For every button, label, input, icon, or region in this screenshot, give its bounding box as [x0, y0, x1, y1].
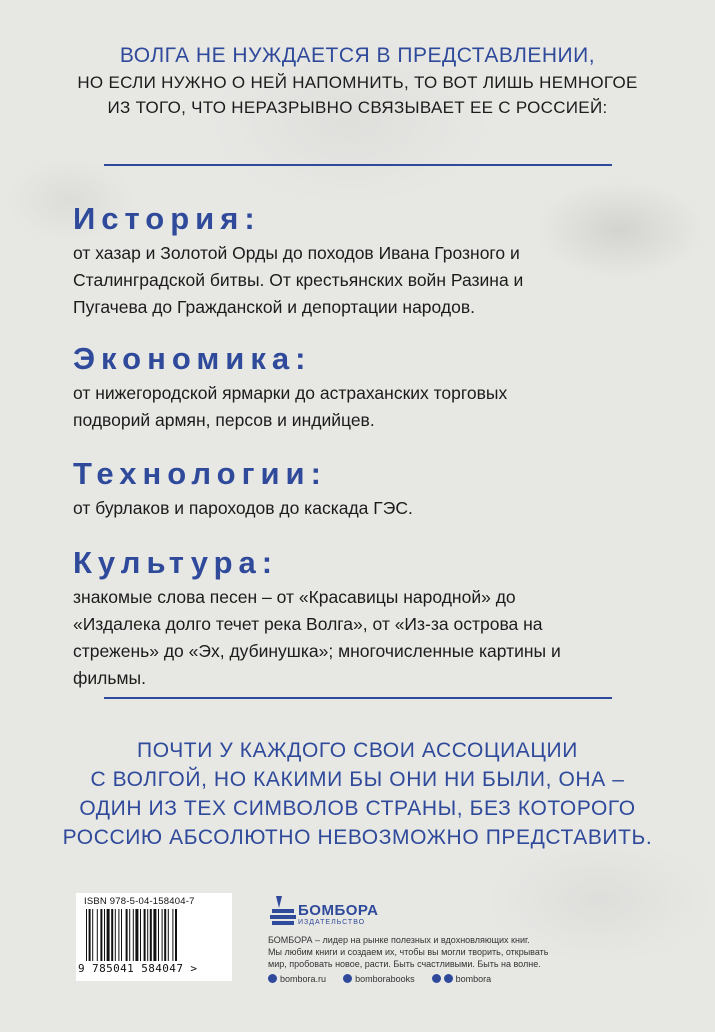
- section-heading: Экономика:: [73, 341, 312, 376]
- outro-line: РОССИЮ АБСОЛЮТНО НЕВОЗМОЖНО ПРЕДСТАВИТЬ.: [62, 826, 653, 849]
- barcode-bar: [86, 909, 87, 961]
- section-history: [73, 202, 663, 321]
- publisher-description: БОМБОРА – лидер на рынке полезных и вдохновляющих книг. Мы любим книги и создаем их, чтобы вы могли творить, открывать мир, пробовать новое, расти. Быть счастливыми. Быть на волне.: [268, 935, 549, 969]
- section-heading: Культура:: [73, 545, 279, 580]
- ok-icon: [432, 974, 441, 983]
- site-icon: [268, 974, 277, 983]
- section-text: знакомые слова песен – от «Красавицы народной» до «Издалека долго течет река Волга», от «Из-за острова на стрежень» до «Эх, дубинушка»; многочисленные картины и фильмы.: [73, 587, 561, 688]
- outro-block: [40, 736, 675, 852]
- section-text: от бурлаков и пароходов до каскада ГЭС.: [73, 498, 413, 518]
- publisher-socials: [268, 974, 491, 984]
- section-culture: [73, 546, 663, 692]
- barcode-bar: [89, 909, 91, 961]
- intro-block: [40, 42, 675, 120]
- section-technology: [73, 457, 663, 522]
- barcode-bar: [111, 909, 113, 961]
- barcode-bar: [144, 909, 146, 961]
- barcode-bar: [140, 909, 141, 961]
- social-telegram: bombora: [455, 974, 492, 984]
- barcode-bar: [126, 909, 128, 961]
- section-heading: Технологии:: [73, 456, 327, 491]
- barcode-bar: [172, 909, 173, 961]
- outro-line: ПОЧТИ У КАЖДОГО СВОИ АССОЦИАЦИИ: [137, 739, 578, 762]
- publisher-logo-subtitle: ИЗДАТЕЛЬСТВО: [298, 919, 366, 926]
- section-heading: История:: [73, 201, 261, 236]
- bombora-logo-icon: [268, 894, 298, 930]
- barcode-bar: [129, 909, 130, 961]
- telegram-icon: [444, 974, 453, 983]
- section-text: от нижегородской ярмарки до астраханских торговых подворий армян, персов и индийцев.: [73, 383, 508, 430]
- intro-headline: ВОЛГА НЕ НУЖДАЕТСЯ В ПРЕДСТАВЛЕНИИ,: [119, 44, 596, 67]
- barcode-bar: [168, 909, 169, 961]
- barcode-bar: [133, 909, 134, 961]
- social-site: bombora.ru: [280, 974, 327, 984]
- barcode-bar: [135, 909, 138, 961]
- barcode-bar: [164, 909, 166, 961]
- divider-top: [104, 164, 612, 166]
- barcode-bar: [115, 909, 116, 961]
- barcode-digits: 9 785041 584047 >: [78, 962, 198, 975]
- barcode-bar: [147, 909, 148, 961]
- social-vk: bomborabooks: [355, 974, 415, 984]
- barcode-bar: [153, 909, 156, 961]
- barcode-bars: [86, 909, 224, 961]
- barcode-bar: [158, 909, 159, 961]
- barcode-bar: [100, 909, 102, 961]
- section-text: от хазар и Золотой Орды до походов Ивана Грозного и Сталинградской битвы. От крестьянских войн Разина и Пугачева до Гражданской и депортации народов.: [73, 243, 524, 317]
- section-economy: [73, 342, 663, 434]
- barcode-bar: [175, 909, 177, 961]
- publisher-logo-name: БОМБОРА: [298, 902, 379, 919]
- barcode-bar: [107, 909, 110, 961]
- intro-line: НО ЕСЛИ НУЖНО О НЕЙ НАПОМНИТЬ, ТО ВОТ ЛИШЬ НЕМНОГОЕ: [77, 73, 638, 92]
- barcode-box: [76, 893, 232, 981]
- outro-line: С ВОЛГОЙ, НО КАКИМИ БЫ ОНИ НИ БЫЛИ, ОНА –: [90, 768, 625, 791]
- barcode-bar: [121, 909, 122, 961]
- vk-icon: [343, 974, 352, 983]
- intro-line: ИЗ ТОГО, ЧТО НЕРАЗРЫВНО СВЯЗЫВАЕТ ЕЕ С РОССИЕЙ:: [107, 98, 608, 117]
- barcode-bar: [150, 909, 152, 961]
- barcode-bar: [162, 909, 163, 961]
- barcode-bar: [118, 909, 119, 961]
- divider-bottom: [104, 697, 612, 699]
- barcode-bar: [92, 909, 93, 961]
- outro-line: ОДИН ИЗ ТЕХ СИМВОЛОВ СТРАНЫ, БЕЗ КОТОРОГО: [79, 797, 636, 820]
- barcode-bar: [97, 909, 98, 961]
- isbn-number: ISBN 978-5-04-158404-7: [84, 896, 195, 907]
- barcode-bar: [104, 909, 105, 961]
